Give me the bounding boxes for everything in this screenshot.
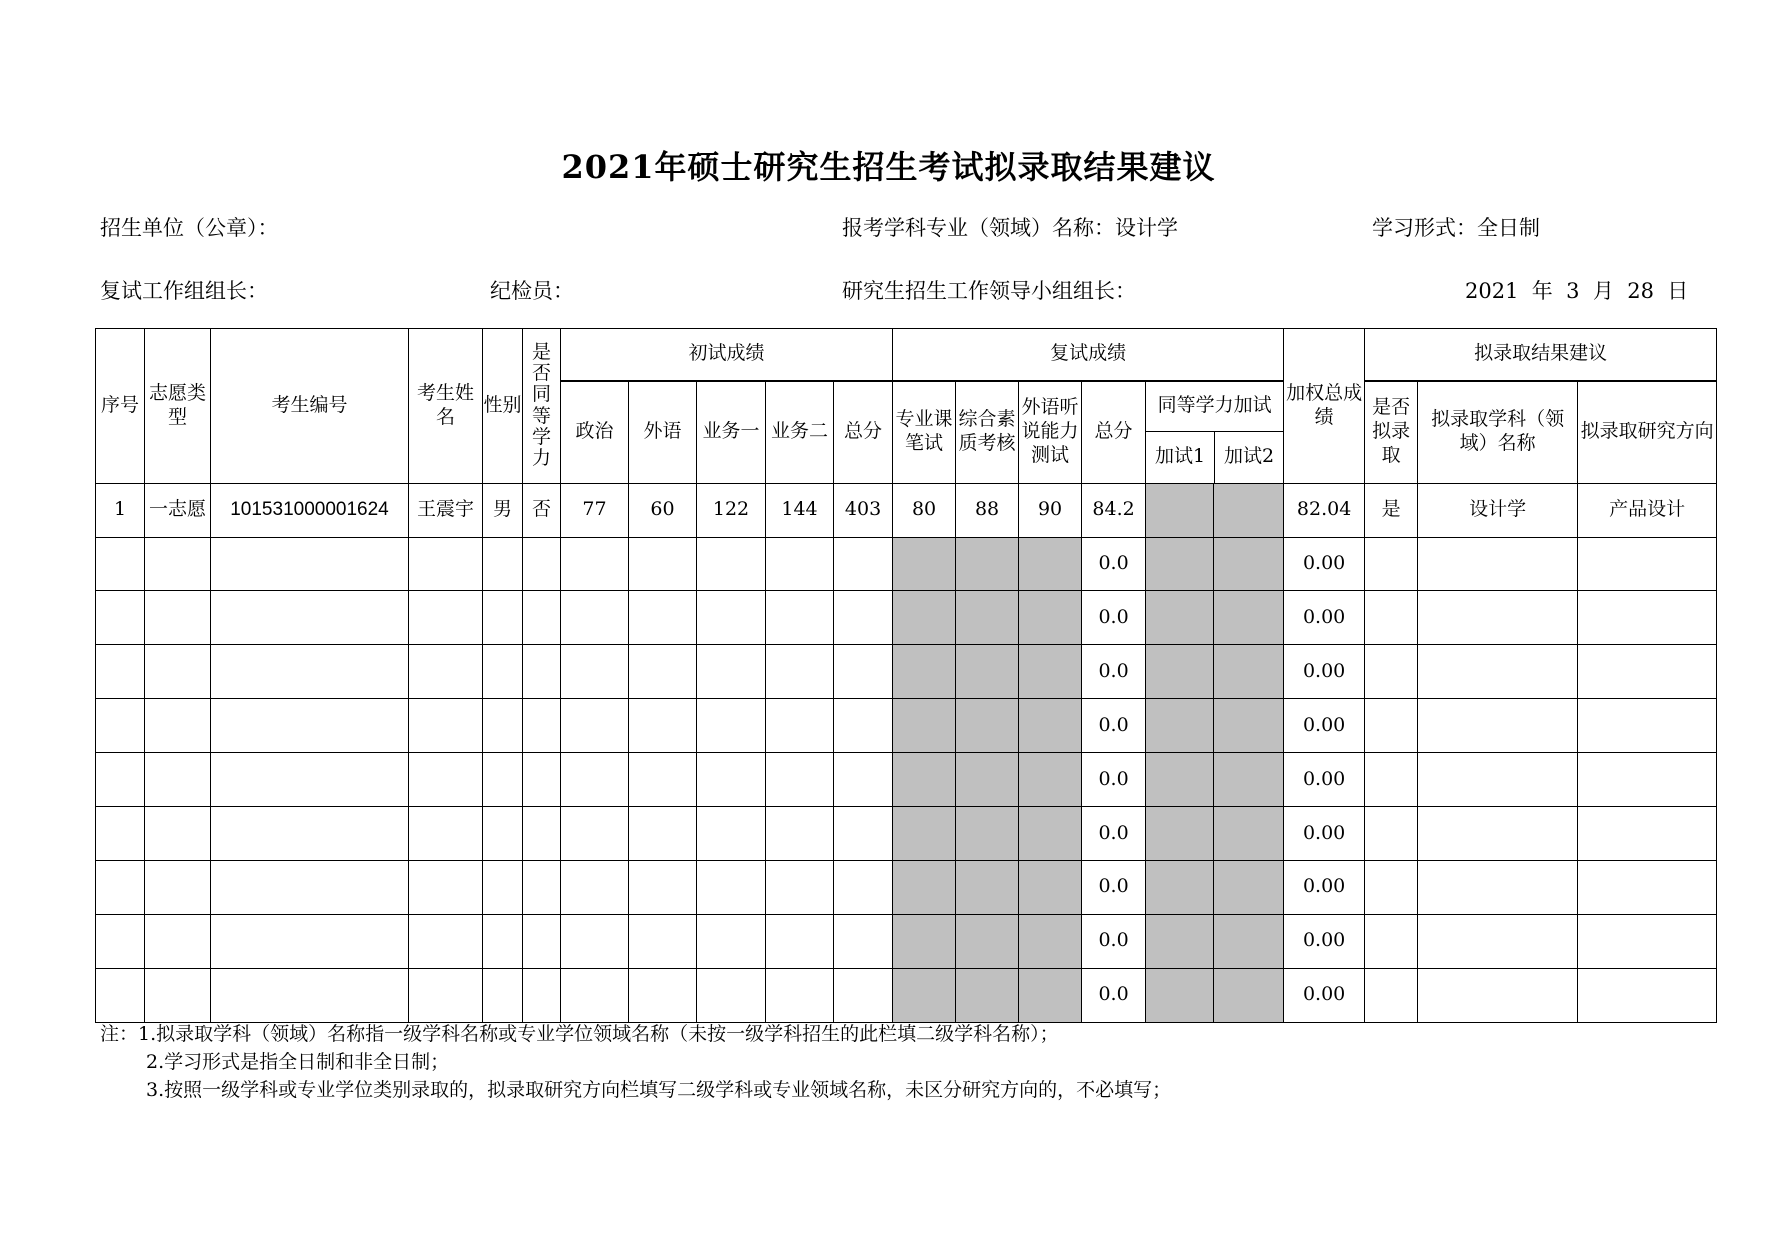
- cell-quality: [956, 753, 1019, 807]
- cell-seq: [96, 645, 145, 699]
- cell-gender: [483, 591, 523, 645]
- cell-equiv: [523, 591, 561, 645]
- cell-listening: [1019, 591, 1082, 645]
- cell-type: [145, 914, 211, 968]
- cell-major1: [697, 806, 766, 860]
- cell-id: [211, 753, 409, 807]
- cell-quality: [956, 591, 1019, 645]
- cell-id: 101531000001624: [211, 483, 409, 537]
- cell-extra2: [1214, 860, 1284, 914]
- table-row: [96, 806, 1717, 860]
- cell-politics: [561, 860, 629, 914]
- study-form-label: 学习形式：全日制: [1372, 216, 1540, 240]
- cell-weighted: 82.04: [1284, 483, 1365, 537]
- cell-name: [409, 860, 483, 914]
- cell-retest-total: 0.0: [1082, 645, 1146, 699]
- cell-major2: [766, 968, 834, 1022]
- cell-major2: [766, 645, 834, 699]
- cell-quality: [956, 914, 1019, 968]
- cell-equiv: [523, 645, 561, 699]
- cell-type: [145, 968, 211, 1022]
- cell-prelim-total: 403: [834, 483, 893, 537]
- cell-extra1: [1146, 645, 1214, 699]
- table-row: [96, 483, 1717, 537]
- cell-admit-major: [1418, 806, 1578, 860]
- header-retest: 复试成绩: [893, 329, 1284, 381]
- cell-retest-total: 0.0: [1082, 860, 1146, 914]
- table-row: [96, 591, 1717, 645]
- group-leader-label: 研究生招生工作领导小组组长：: [842, 279, 1136, 303]
- cell-equiv: [523, 860, 561, 914]
- cell-admit-direction: [1578, 968, 1717, 1022]
- header-major1: 业务一: [697, 381, 766, 484]
- cell-foreign: [629, 699, 697, 753]
- cell-weighted: 0.00: [1284, 753, 1365, 807]
- cell-extra1: [1146, 699, 1214, 753]
- cell-extra2: [1214, 537, 1284, 591]
- footnote-2: 2.学习形式是指全日制和非全日制；: [146, 1051, 450, 1073]
- cell-extra2: [1214, 591, 1284, 645]
- page-title: 2021年硕士研究生招生考试拟录取结果建议: [561, 148, 1216, 186]
- enrollment-unit-label: 招生单位（公章）：: [100, 216, 279, 240]
- cell-admit-direction: [1578, 914, 1717, 968]
- header-listening: 外语听说能力测试: [1019, 381, 1082, 484]
- table-row: [96, 968, 1717, 1022]
- cell-admit-direction: [1578, 753, 1717, 807]
- cell-foreign: [629, 968, 697, 1022]
- cell-extra2: [1214, 699, 1284, 753]
- cell-major1: [697, 699, 766, 753]
- cell-prelim-total: [834, 537, 893, 591]
- cell-weighted: 0.00: [1284, 537, 1365, 591]
- cell-written: [893, 591, 956, 645]
- cell-name: [409, 645, 483, 699]
- header-written: 专业课笔试: [893, 381, 956, 484]
- cell-foreign: [629, 537, 697, 591]
- cell-major1: 122: [697, 483, 766, 537]
- cell-written: [893, 699, 956, 753]
- header-equiv-extra: 同等学力加试: [1146, 382, 1283, 432]
- cell-written: [893, 806, 956, 860]
- cell-type: [145, 537, 211, 591]
- cell-weighted: 0.00: [1284, 591, 1365, 645]
- cell-admit-major: 设计学: [1418, 483, 1578, 537]
- cell-type: [145, 806, 211, 860]
- cell-quality: [956, 645, 1019, 699]
- cell-quality: [956, 860, 1019, 914]
- cell-weighted: 0.00: [1284, 645, 1365, 699]
- cell-admit: [1365, 753, 1418, 807]
- header-name: 考生姓名: [409, 329, 483, 484]
- cell-politics: [561, 537, 629, 591]
- cell-equiv: [523, 699, 561, 753]
- cell-seq: [96, 806, 145, 860]
- cell-major2: 144: [766, 483, 834, 537]
- cell-seq: 1: [96, 483, 145, 537]
- cell-seq: [96, 591, 145, 645]
- cell-major2: [766, 860, 834, 914]
- cell-equiv: [523, 968, 561, 1022]
- cell-admit-direction: [1578, 806, 1717, 860]
- cell-major1: [697, 753, 766, 807]
- footnote-1: 注：1.拟录取学科（领域）名称指一级学科名称或专业学位领域名称（未按一级学科招生的此栏填二级学科名称）；: [100, 1023, 1059, 1045]
- cell-major2: [766, 914, 834, 968]
- cell-politics: [561, 753, 629, 807]
- cell-type: [145, 645, 211, 699]
- cell-equiv: [523, 753, 561, 807]
- cell-extra1: [1146, 537, 1214, 591]
- cell-admit-direction: [1578, 591, 1717, 645]
- cell-major2: [766, 806, 834, 860]
- header-extra2: 加试2: [1224, 445, 1275, 468]
- cell-retest-total: 0.0: [1082, 699, 1146, 753]
- header-admit-major: 拟录取学科（领域）名称: [1418, 381, 1578, 484]
- cell-politics: [561, 591, 629, 645]
- cell-extra1: [1146, 483, 1214, 537]
- cell-admit: [1365, 914, 1418, 968]
- cell-admit: [1365, 537, 1418, 591]
- cell-written: [893, 753, 956, 807]
- cell-extra2: [1214, 806, 1284, 860]
- header-foreign: 外语: [629, 381, 697, 484]
- header-prelim: 初试成绩: [561, 329, 893, 381]
- cell-admit-major: [1418, 699, 1578, 753]
- cell-admit-major: [1418, 645, 1578, 699]
- cell-seq: [96, 537, 145, 591]
- cell-equiv: [523, 914, 561, 968]
- cell-id: [211, 537, 409, 591]
- cell-id: [211, 806, 409, 860]
- header-id: 考生编号: [211, 329, 409, 484]
- cell-name: [409, 699, 483, 753]
- cell-admit: [1365, 699, 1418, 753]
- cell-extra1: [1146, 860, 1214, 914]
- cell-major1: [697, 860, 766, 914]
- table-row: [96, 914, 1717, 968]
- cell-politics: [561, 968, 629, 1022]
- cell-prelim-total: [834, 645, 893, 699]
- table-row: [96, 699, 1717, 753]
- cell-quality: [956, 806, 1019, 860]
- header-equiv: 是否同等学力: [523, 329, 561, 484]
- cell-weighted: 0.00: [1284, 699, 1365, 753]
- admission-table: [95, 328, 1717, 1023]
- cell-admit-major: [1418, 537, 1578, 591]
- cell-prelim-total: [834, 699, 893, 753]
- cell-gender: 男: [483, 483, 523, 537]
- cell-gender: [483, 699, 523, 753]
- cell-politics: [561, 806, 629, 860]
- cell-extra1: [1146, 591, 1214, 645]
- header-retest-total: 总分: [1082, 381, 1146, 484]
- cell-admit-major: [1418, 968, 1578, 1022]
- cell-name: [409, 537, 483, 591]
- cell-name: [409, 591, 483, 645]
- cell-admit-major: [1418, 591, 1578, 645]
- header-weighted: 加权总成绩: [1284, 329, 1365, 484]
- cell-retest-total: 84.2: [1082, 483, 1146, 537]
- cell-retest-total: 0.0: [1082, 537, 1146, 591]
- cell-admit-direction: [1578, 537, 1717, 591]
- header-admit-direction: 拟录取研究方向: [1578, 381, 1717, 484]
- cell-extra2: [1214, 968, 1284, 1022]
- cell-seq: [96, 968, 145, 1022]
- cell-listening: [1019, 537, 1082, 591]
- cell-admit-direction: [1578, 860, 1717, 914]
- cell-listening: [1019, 860, 1082, 914]
- cell-extra1: [1146, 968, 1214, 1022]
- cell-name: [409, 753, 483, 807]
- cell-type: [145, 699, 211, 753]
- cell-admit: [1365, 860, 1418, 914]
- cell-major1: [697, 914, 766, 968]
- cell-foreign: [629, 860, 697, 914]
- cell-listening: [1019, 753, 1082, 807]
- cell-admit: [1365, 968, 1418, 1022]
- cell-prelim-total: [834, 753, 893, 807]
- header-gender: 性别: [483, 329, 523, 484]
- cell-extra1: [1146, 806, 1214, 860]
- retest-leader-label: 复试工作组组长：: [100, 279, 268, 303]
- cell-major2: [766, 537, 834, 591]
- cell-listening: [1019, 968, 1082, 1022]
- cell-prelim-total: [834, 860, 893, 914]
- cell-extra2: [1214, 753, 1284, 807]
- cell-listening: [1019, 914, 1082, 968]
- cell-admit: 是: [1365, 483, 1418, 537]
- header-equiv-extra-group: [1146, 381, 1284, 484]
- header-seq: 序号: [96, 329, 145, 484]
- cell-major2: [766, 699, 834, 753]
- cell-politics: 77: [561, 483, 629, 537]
- cell-weighted: 0.00: [1284, 968, 1365, 1022]
- cell-retest-total: 0.0: [1082, 968, 1146, 1022]
- cell-foreign: 60: [629, 483, 697, 537]
- cell-foreign: [629, 753, 697, 807]
- cell-major2: [766, 753, 834, 807]
- cell-politics: [561, 645, 629, 699]
- cell-type: 一志愿: [145, 483, 211, 537]
- cell-foreign: [629, 645, 697, 699]
- header-major2: 业务二: [766, 381, 834, 484]
- cell-seq: [96, 860, 145, 914]
- cell-extra2: [1214, 645, 1284, 699]
- cell-admit-direction: [1578, 645, 1717, 699]
- cell-retest-total: 0.0: [1082, 914, 1146, 968]
- cell-written: [893, 914, 956, 968]
- cell-admit-major: [1418, 914, 1578, 968]
- cell-name: [409, 914, 483, 968]
- cell-seq: [96, 914, 145, 968]
- header-politics: 政治: [561, 381, 629, 484]
- cell-extra2: [1214, 914, 1284, 968]
- table-body: [96, 483, 1717, 1022]
- cell-politics: [561, 699, 629, 753]
- cell-major1: [697, 591, 766, 645]
- cell-id: [211, 645, 409, 699]
- cell-id: [211, 914, 409, 968]
- cell-type: [145, 860, 211, 914]
- inspector-label: 纪检员：: [490, 279, 574, 303]
- cell-foreign: [629, 591, 697, 645]
- footnote-3: 3.按照一级学科或专业学位类别录取的，拟录取研究方向栏填写二级学科或专业领域名称，未区分研究方向的，不必填写；: [146, 1079, 1172, 1101]
- cell-prelim-total: [834, 591, 893, 645]
- cell-major1: [697, 537, 766, 591]
- cell-equiv: 否: [523, 483, 561, 537]
- cell-written: [893, 968, 956, 1022]
- cell-extra1: [1146, 914, 1214, 968]
- cell-gender: [483, 806, 523, 860]
- cell-listening: [1019, 645, 1082, 699]
- cell-id: [211, 591, 409, 645]
- cell-gender: [483, 537, 523, 591]
- cell-written: [893, 537, 956, 591]
- sign-date: 2021 年 3 月 28 日: [1465, 279, 1689, 303]
- cell-listening: 90: [1019, 483, 1082, 537]
- cell-extra1: [1146, 753, 1214, 807]
- cell-retest-total: 0.0: [1082, 753, 1146, 807]
- cell-weighted: 0.00: [1284, 914, 1365, 968]
- cell-major1: [697, 968, 766, 1022]
- cell-equiv: [523, 806, 561, 860]
- cell-gender: [483, 914, 523, 968]
- cell-retest-total: 0.0: [1082, 591, 1146, 645]
- cell-id: [211, 860, 409, 914]
- table-row: [96, 537, 1717, 591]
- cell-quality: [956, 699, 1019, 753]
- table-row: [96, 860, 1717, 914]
- cell-seq: [96, 753, 145, 807]
- cell-admit: [1365, 591, 1418, 645]
- cell-id: [211, 968, 409, 1022]
- cell-admit-major: [1418, 860, 1578, 914]
- cell-gender: [483, 860, 523, 914]
- cell-extra2: [1214, 483, 1284, 537]
- cell-politics: [561, 914, 629, 968]
- cell-quality: 88: [956, 483, 1019, 537]
- cell-name: [409, 806, 483, 860]
- cell-admit-major: [1418, 753, 1578, 807]
- cell-listening: [1019, 806, 1082, 860]
- cell-name: 王震宇: [409, 483, 483, 537]
- cell-prelim-total: [834, 806, 893, 860]
- header-type: 志愿类型: [145, 329, 211, 484]
- cell-name: [409, 968, 483, 1022]
- cell-weighted: 0.00: [1284, 806, 1365, 860]
- table-row: [96, 645, 1717, 699]
- header-extra1: 加试1: [1146, 432, 1215, 483]
- cell-prelim-total: [834, 968, 893, 1022]
- footnotes: [100, 1020, 1171, 1104]
- cell-gender: [483, 753, 523, 807]
- cell-weighted: 0.00: [1284, 860, 1365, 914]
- cell-quality: [956, 537, 1019, 591]
- cell-gender: [483, 645, 523, 699]
- cell-prelim-total: [834, 914, 893, 968]
- cell-foreign: [629, 806, 697, 860]
- header-admit: 是否拟录取: [1365, 381, 1418, 484]
- cell-gender: [483, 968, 523, 1022]
- cell-admit-direction: 产品设计: [1578, 483, 1717, 537]
- cell-admit: [1365, 645, 1418, 699]
- cell-major2: [766, 591, 834, 645]
- cell-admit-direction: [1578, 699, 1717, 753]
- cell-written: 80: [893, 483, 956, 537]
- table-row: [96, 753, 1717, 807]
- cell-retest-total: 0.0: [1082, 806, 1146, 860]
- cell-foreign: [629, 914, 697, 968]
- cell-seq: [96, 699, 145, 753]
- header-prelim-total: 总分: [834, 381, 893, 484]
- cell-listening: [1019, 699, 1082, 753]
- cell-equiv: [523, 537, 561, 591]
- header-quality: 综合素质考核: [956, 381, 1019, 484]
- header-result: 拟录取结果建议: [1365, 329, 1717, 381]
- cell-id: [211, 699, 409, 753]
- cell-admit: [1365, 806, 1418, 860]
- cell-major1: [697, 645, 766, 699]
- cell-type: [145, 591, 211, 645]
- cell-type: [145, 753, 211, 807]
- cell-written: [893, 860, 956, 914]
- cell-quality: [956, 968, 1019, 1022]
- cell-written: [893, 645, 956, 699]
- major-label: 报考学科专业（领域）名称：设计学: [842, 216, 1178, 240]
